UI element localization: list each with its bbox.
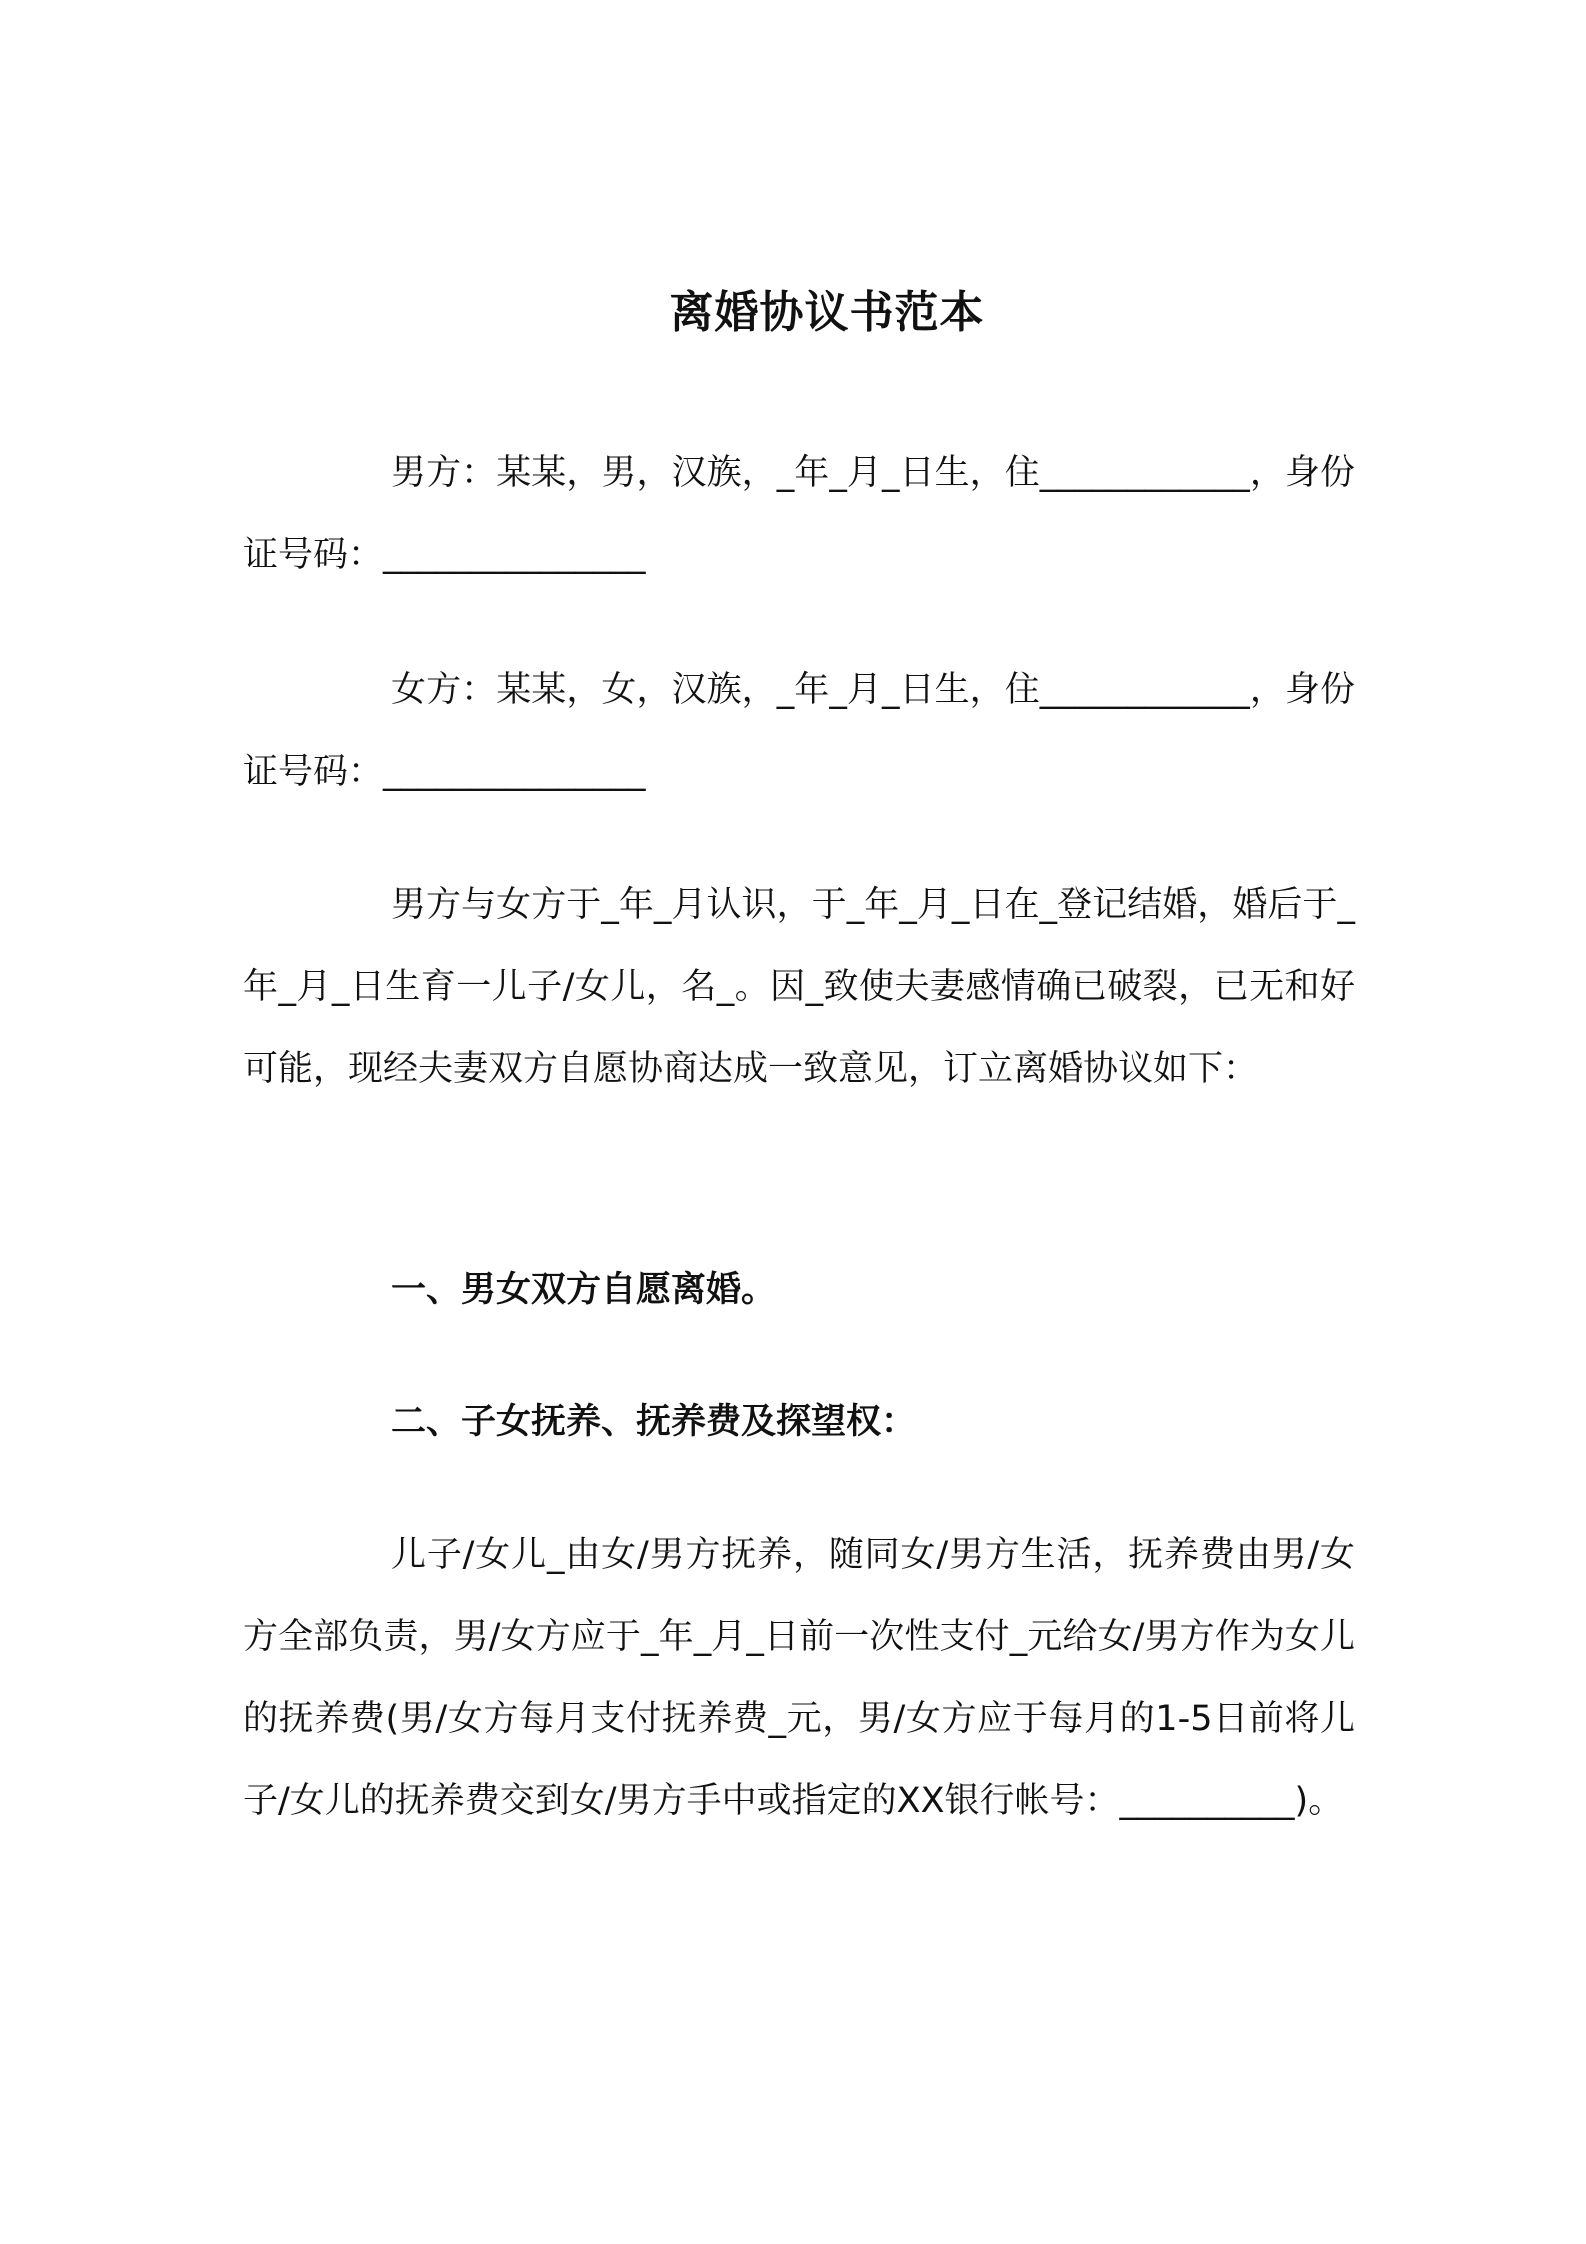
paragraph-female-party: 女方：某某，女，汉族，_年_月_日生，住____________，身份证号码：_______________ <box>243 670 1355 792</box>
clause-heading-2: 二、子女抚养、抚养费及探望权： <box>391 1402 917 1442</box>
paragraph-child-support: 儿子/女儿_由女/男方抚养，随同女/男方生活，抚养费由男/女方全部负责，男/女方应于_年_月_日前一次性支付_元给女/男方作为女儿的抚养费(男/女方每月支付抚养费_元，男/女方应于每月的1-5日前将儿子/女儿的抚养费交到女/男方手中或指定的XX银行帐号：__________)。 <box>243 1535 1355 1821</box>
paragraph-male-party: 男方：某某，男，汉族，_年_月_日生，住____________，身份证号码：_______________ <box>243 453 1355 575</box>
document-title: 离婚协议书范本 <box>669 287 985 338</box>
clause-heading-1: 一、男女双方自愿离婚。 <box>391 1270 777 1310</box>
paragraph-background: 男方与女方于_年_月认识，于_年_月_日在_登记结婚，婚后于_年_月_日生育一儿子/女儿，名_。因_致使夫妻感情确已破裂，已无和好可能，现经夫妻双方自愿协商达成一致意见，订立离婚协议如下： <box>243 885 1355 1089</box>
